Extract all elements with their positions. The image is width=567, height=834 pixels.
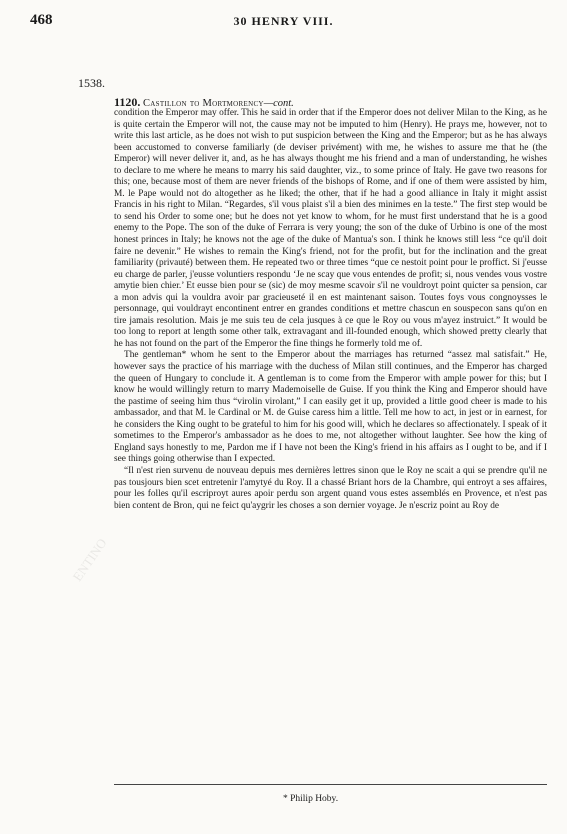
entry-title-suffix: —cont. xyxy=(263,98,294,109)
page-number: 468 xyxy=(30,12,53,28)
entry-title: Castillon to Mortmorency xyxy=(142,98,264,109)
footnote-rule xyxy=(114,784,547,785)
watermark xyxy=(50,520,130,600)
paragraph-3: “Il n'est rien survenu de nouveau depuis mes dernières lettres sinon que le Roy ne scait a qui se prendre qu'il ne pas tousjours bien scet entretenir l'amytyé du Roy. Il a chassé Briant hors de la Chambre, qui entroyt a ses affaires, pour les folles qu'il escriproyt aures apoir perdu son argent quand vous estes assemblés en Provence, et n'est pas bien content de Bron, qui ne feict qu'aygrir les choses a son dernier voyage. Je n'escriz point au Roy de xyxy=(114,465,547,511)
watermark-text: ENTINO xyxy=(69,535,110,584)
year-marginal: 1538. xyxy=(78,76,105,90)
running-head: 30 HENRY VIII. xyxy=(233,14,334,28)
paragraph-2: The gentleman* whom he sent to the Emperor about the marriages has returned “assez mal satisfait.” He, however says the practice of his marriage with the duchess of Milan still continues, and the Emperor has charged the queen of Hungary to conclude it. A gentleman is to come from the Emperor with ample power for this; but I know he would willingly return to marry Mademoiselle de Guise. If you think the King and Emperor should have the pastime of seeing him thus “virolin virolant,” I can easily get it up, provided a little good cheer is made to his ambassador, and that M. le Cardinal or M. de Guise caress him a little. Tell me how to act, in jest or in earnest, for he considers the King ought to be grateful to him for his good will, which he declares so affectionately. I speak of it sometimes to the Emperor's ambassador as he does to me, not altogether without laughter. See how the king of England says honestly to me, Pardon me if I have not been the King's friend in his affairs as I ought to be, and if I see things going otherwise than I expected. xyxy=(114,350,547,465)
footnote: * Philip Hoby. xyxy=(283,794,339,804)
body-text xyxy=(114,108,547,512)
paragraph-1: condition the Emperor may offer. This he said in order that if the Emperor does not deliver Milan to the King, as he is quite certain the Emperor will not, the cause may not be imputed to him (Henry). He prays me, however, not to write this last article, as he does not wish to put suspicion between the King and the Emperor; but as he has always been accustomed to converse familiarly (de deviser privément) with me, he wishes to assure me that he (the Emperor) will never deliver it, and, as he has always thought me his friend and a man of understanding, he wishes to declare to me where he means to marry his said daughter, viz., to some prince of Italy. He gave two reasons for this; one, because most of them are never friends of the bishops of Rome, and if one of them were assisted by him, M. le Pape would not do altogether as he liked; the other, that if he had a good alliance in Italy it might assist Francis in his right to Milan. “Regardes, s'il vous plaist s'il a bien des minimes en la teste.” The first step would be to send his Order to some one; but he does not yet know to whom, for he must first understand that he is a good enemy to the Pope. The son of the duke of Ferrara is very young; the son of the duke of Urbino is one of the most honest princes in Italy; he knows not the age of the duke of Mantua's son. I think he knows still less “ce qu'il doit faire ne devenir.” He wishes to remain the King's friend, not for the profit, but for the inclination and the great familiarity (privauté) between them. He repeated two or three times “que ce nestoit point pour le proffict. Si j'eusse eu charge de parler, j'eusse voluntiers respondu ‘Je ne scay que vous entendes de profit; si, nous vendes vous vostre amytie bien chier.’ Et eusse bien pour se (sic) de moy mesme scavoir s'il ne vouldroyt point quicter sa pension, car a mon advis qui la vouldra avoir par gracieuseté il en est maintenant saison. Toutes foys vous congnoysses le personnage, qui vouldrayt encontinent entrer en grandes conditions et mettre chascun en souspecon sans qu'on en tire jamais resolution. Mais je me suis teu de cela jusques à ce que le Roy ou vous m'ayez instruict.” It would be too long to report at length some other talk, extravagant and ill-founded enough, which showed pretty clearly that he has not found on the part of the Emperor the fine things he formerly told me of. xyxy=(114,108,547,349)
entry-number: 1120. xyxy=(114,95,141,109)
